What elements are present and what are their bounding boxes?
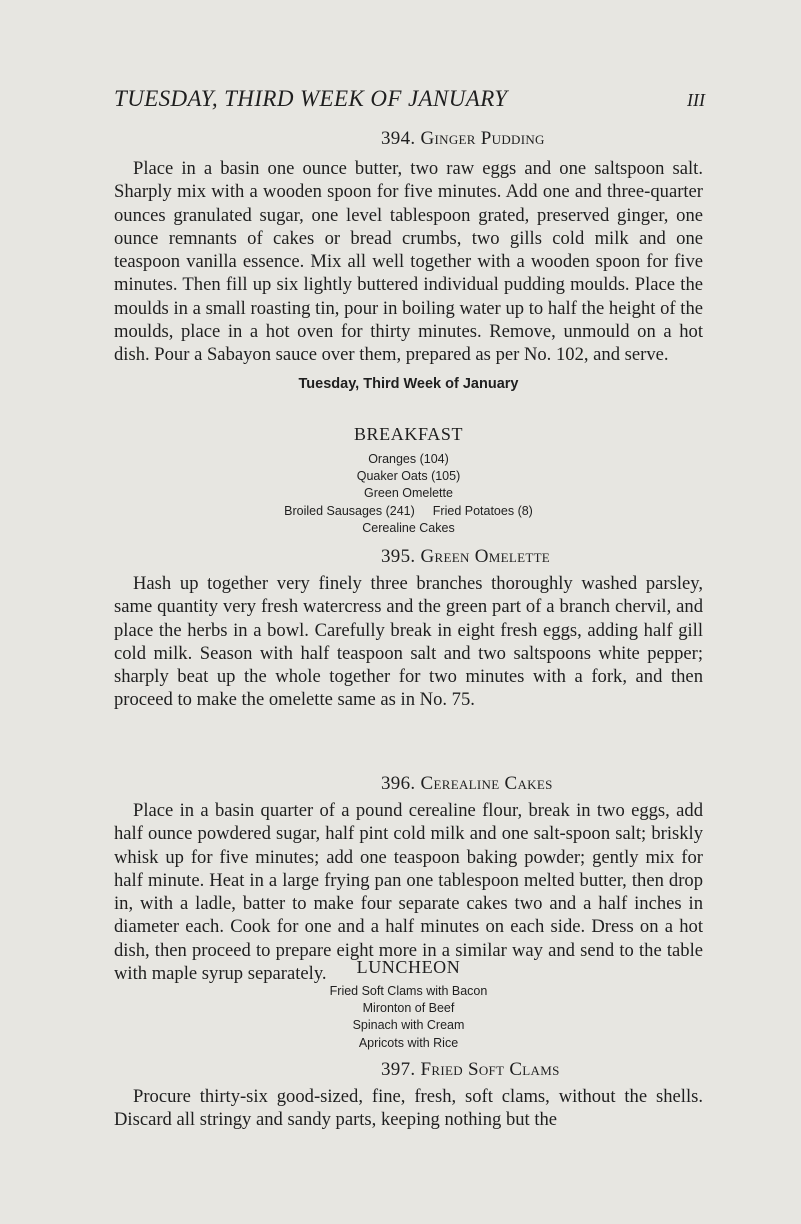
luncheon-heading: LUNCHEON [356,957,461,977]
menu-item: Green Omelette [364,486,453,501]
recipe-394 [114,128,703,367]
menu-item: Broiled Sausages (241) [284,503,415,518]
page-number: III [687,90,705,110]
menu-item: Quaker Oats (105) [356,469,461,484]
recipe-heading [114,1059,703,1081]
recipe-number: 394. [381,128,416,149]
running-title: TUESDAY, THIRD WEEK OF JANUARY [114,86,508,111]
menu-item: Fried Soft Clams with Bacon [329,984,488,998]
menu-item: Apricots with Rice [358,1035,459,1050]
day-title: Tuesday, Third Week of January [298,376,519,392]
recipe-number: 397. [381,1059,416,1080]
recipe-body: Place in a basin one ounce butter, two raw eggs and one saltspoon salt. Sharply mix with a wooden spoon for five minutes. Add one and three-quarter ounces granulated sugar, one level tablespoon grated, preserved ginger, one ounce remnants of cakes or bread crumbs, two gills cold milk and one teaspoon vanilla essence. Mix all well together with a wooden spoon for five minutes. Then fill up six lightly buttered individual pudding moulds. Place the moulds in a small roasting tin, pour in boiling water up to half the height of the moulds, place in a hot oven for thirty minutes. Remove, unmould on a hot dish. Pour a Sabayon sauce over them, prepared as per No. 102, and serve. [114,158,703,366]
menu-item-pair [114,503,703,520]
recipe-number: 396. [381,773,416,794]
menu-item: Fried Potatoes (8) [432,503,533,518]
menu-item: Mironton of Beef [362,1001,455,1016]
recipe-body: Hash up together very finely three branches thoroughly washed parsley, same quantity very fresh watercress and the green part of a branch chervil, and place the herbs in a bowl. Carefully break in eight fresh eggs, adding half gill cold milk. Season with half teaspoon salt and two saltspoons white pepper; sharply beat up the whole together for two minutes with a fork, and then proceed to make the omelette same as in No. 75. [114,573,703,711]
recipe-body: Procure thirty-six good-sized, fine, fresh, soft clams, without the shells. Discard all stringy and sandy parts, keeping nothing but the [114,1086,703,1131]
recipe-397 [114,1059,703,1132]
running-header [114,86,705,114]
recipe-396 [114,773,703,985]
recipe-title: Cerealine Cakes [420,773,553,794]
recipe-heading [114,773,703,795]
recipe-title: Fried Soft Clams [420,1059,560,1080]
luncheon-menu [114,983,703,1052]
recipe-heading [114,546,703,568]
menu-item: Spinach with Cream [352,1018,465,1033]
recipe-395 [114,546,703,712]
breakfast-heading: BREAKFAST [353,424,464,444]
breakfast-menu [114,451,703,537]
recipe-number: 395. [381,546,416,567]
recipe-title: Green Omelette [420,546,551,567]
recipe-heading [114,128,703,150]
recipe-body: Place in a basin quarter of a pound cerealine flour, break in two eggs, add half ounce powdered sugar, half pint cold milk and one salt-spoon salt; briskly whisk up for five minutes; add one teaspoon baking powder; gently mix for half minute. Heat in a large frying pan one tablespoon melted butter, then drop in, with a ladle, batter to make four separate cakes two and a half inches in diameter each. Cook for one and a half minutes on each side. Dress on a hot dish, then proceed to prepare eight more in a similar way and send to the table with maple syrup separately. [114,800,703,985]
menu-item: Cerealine Cakes [362,520,455,535]
menu-item: Oranges (104) [368,452,449,466]
recipe-title: Ginger Pudding [420,128,545,149]
